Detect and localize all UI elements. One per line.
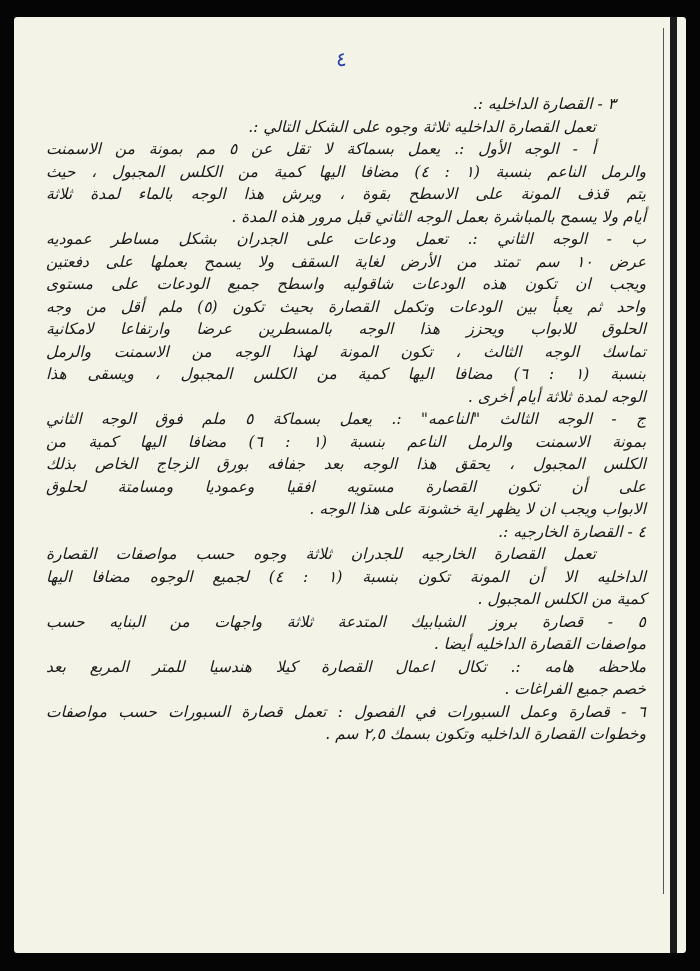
- first-coat-heading: أ - الوجه الأول :. يعمل بسماكة لا تقل عن ٥ مم بمونة من الاسمنت: [46, 140, 597, 158]
- text-line: والرمل الناعم بنسبة (١ : ٤) مضافا اليها كمية من الكلس المجبول ، حيث: [46, 162, 646, 181]
- text-line: الحلوق للابواب ويحزز هذا الوجه بالمسطرين عرضا وارتفاعا لامكانية: [46, 320, 646, 338]
- text-line: تعمل القصارة الخارجيه للجدران ثلاثة وجوه حسب مواصفات القصارة: [46, 545, 596, 563]
- text-line: كمية من الكلس المجبول .: [477, 590, 646, 608]
- page-number: ٤: [336, 47, 347, 71]
- second-coat-heading: ب - الوجه الثاني :. تعمل ودعات على الجدران بشكل مساطر عموديه: [46, 230, 646, 248]
- text-line: يتم قذف المونة على الاسطح بقوة ، ويرش هذا الوجه بالماء لمدة ثلاثة: [46, 185, 646, 203]
- text-line: تماسك الوجه الثالث ، تكون المونة لهذا الوجه من الاسمنت والرمل: [46, 342, 646, 361]
- text-line: وخطوات القصارة الداخليه وتكون بسمك ٢,٥ سم .: [325, 725, 646, 743]
- text-line: بمونة الاسمنت والرمل الناعم بنسبة (١ : ٦) مضافا اليها كمية من: [46, 432, 647, 451]
- text-line: أيام ولا يسمح بالمباشرة بعمل الوجه الثاني قبل مرور هذه المدة .: [231, 207, 646, 226]
- text-line: عرض ١٠ سم تمتد من الأرض لغاية السقف ولا يسمح بعملها على دفعتين: [46, 252, 647, 271]
- section-5-text: ٥ - قصارة بروز الشبابيك المتدعة ثلاثة واجهات من البنايه حسب: [46, 612, 646, 631]
- text-line: ويجب ان تكون هذه الودعات شاقوليه واسطح جميع الودعات على مستوى: [46, 275, 646, 293]
- text-line: واحد ثم يعبأ بين الودعات وتكمل القصارة بحيث تكون (٥) ملم أقل من وجه: [46, 297, 646, 316]
- text-line: الابواب ويجب ان لا يظهر اية خشونة على هذا الوجه .: [309, 500, 646, 518]
- text-line: الوجه لمدة ثلاثة أيام أخرى .: [467, 387, 646, 406]
- margin-line: [663, 28, 664, 894]
- handwritten-body: [46, 93, 646, 746]
- section-4-heading: ٤ - القصارة الخارجيه :.: [498, 522, 646, 541]
- text-line: على أن تكون القصارة مستويه افقيا وعموديا ومسامتة لحلوق: [46, 477, 646, 496]
- text-line: الداخليه الا أن المونة تكون بنسبة (١ : ٤) لجميع الوجوه مضافا اليها: [46, 567, 646, 586]
- text-line: مواصفات القصارة الداخليه أيضا .: [433, 635, 646, 653]
- text-line: خصم جميع الفراغات .: [504, 680, 646, 698]
- text-line: بنسبة (١ : ٦) مضافا اليها كمية من الكلس المجبول ، ويسقى هذا: [46, 365, 646, 383]
- text-line: تعمل القصارة الداخليه ثلاثة وجوه على الشكل التالي :.: [248, 117, 596, 136]
- section-3-heading: ٣ - القصارة الداخليه :.: [472, 95, 616, 113]
- section-6-text: ٦ - قصارة وعمل السبورات في الفصول : تعمل قصارة السبورات حسب مواصفات: [46, 702, 646, 721]
- text-line: الكلس المجبول ، يحقق هذا الوجه بعد جفافه بورق الزجاج الخاص بذلك: [46, 455, 646, 473]
- important-note: ملاحظه هامه :. تكال اعمال القصارة كيلا هندسيا للمتر المربع بعد: [46, 657, 646, 676]
- page-edge-strip: [670, 17, 677, 953]
- third-coat-heading: ج - الوجه الثالث "الناعمه" :. يعمل بسماكة ٥ ملم فوق الوجه الثاني: [46, 410, 646, 428]
